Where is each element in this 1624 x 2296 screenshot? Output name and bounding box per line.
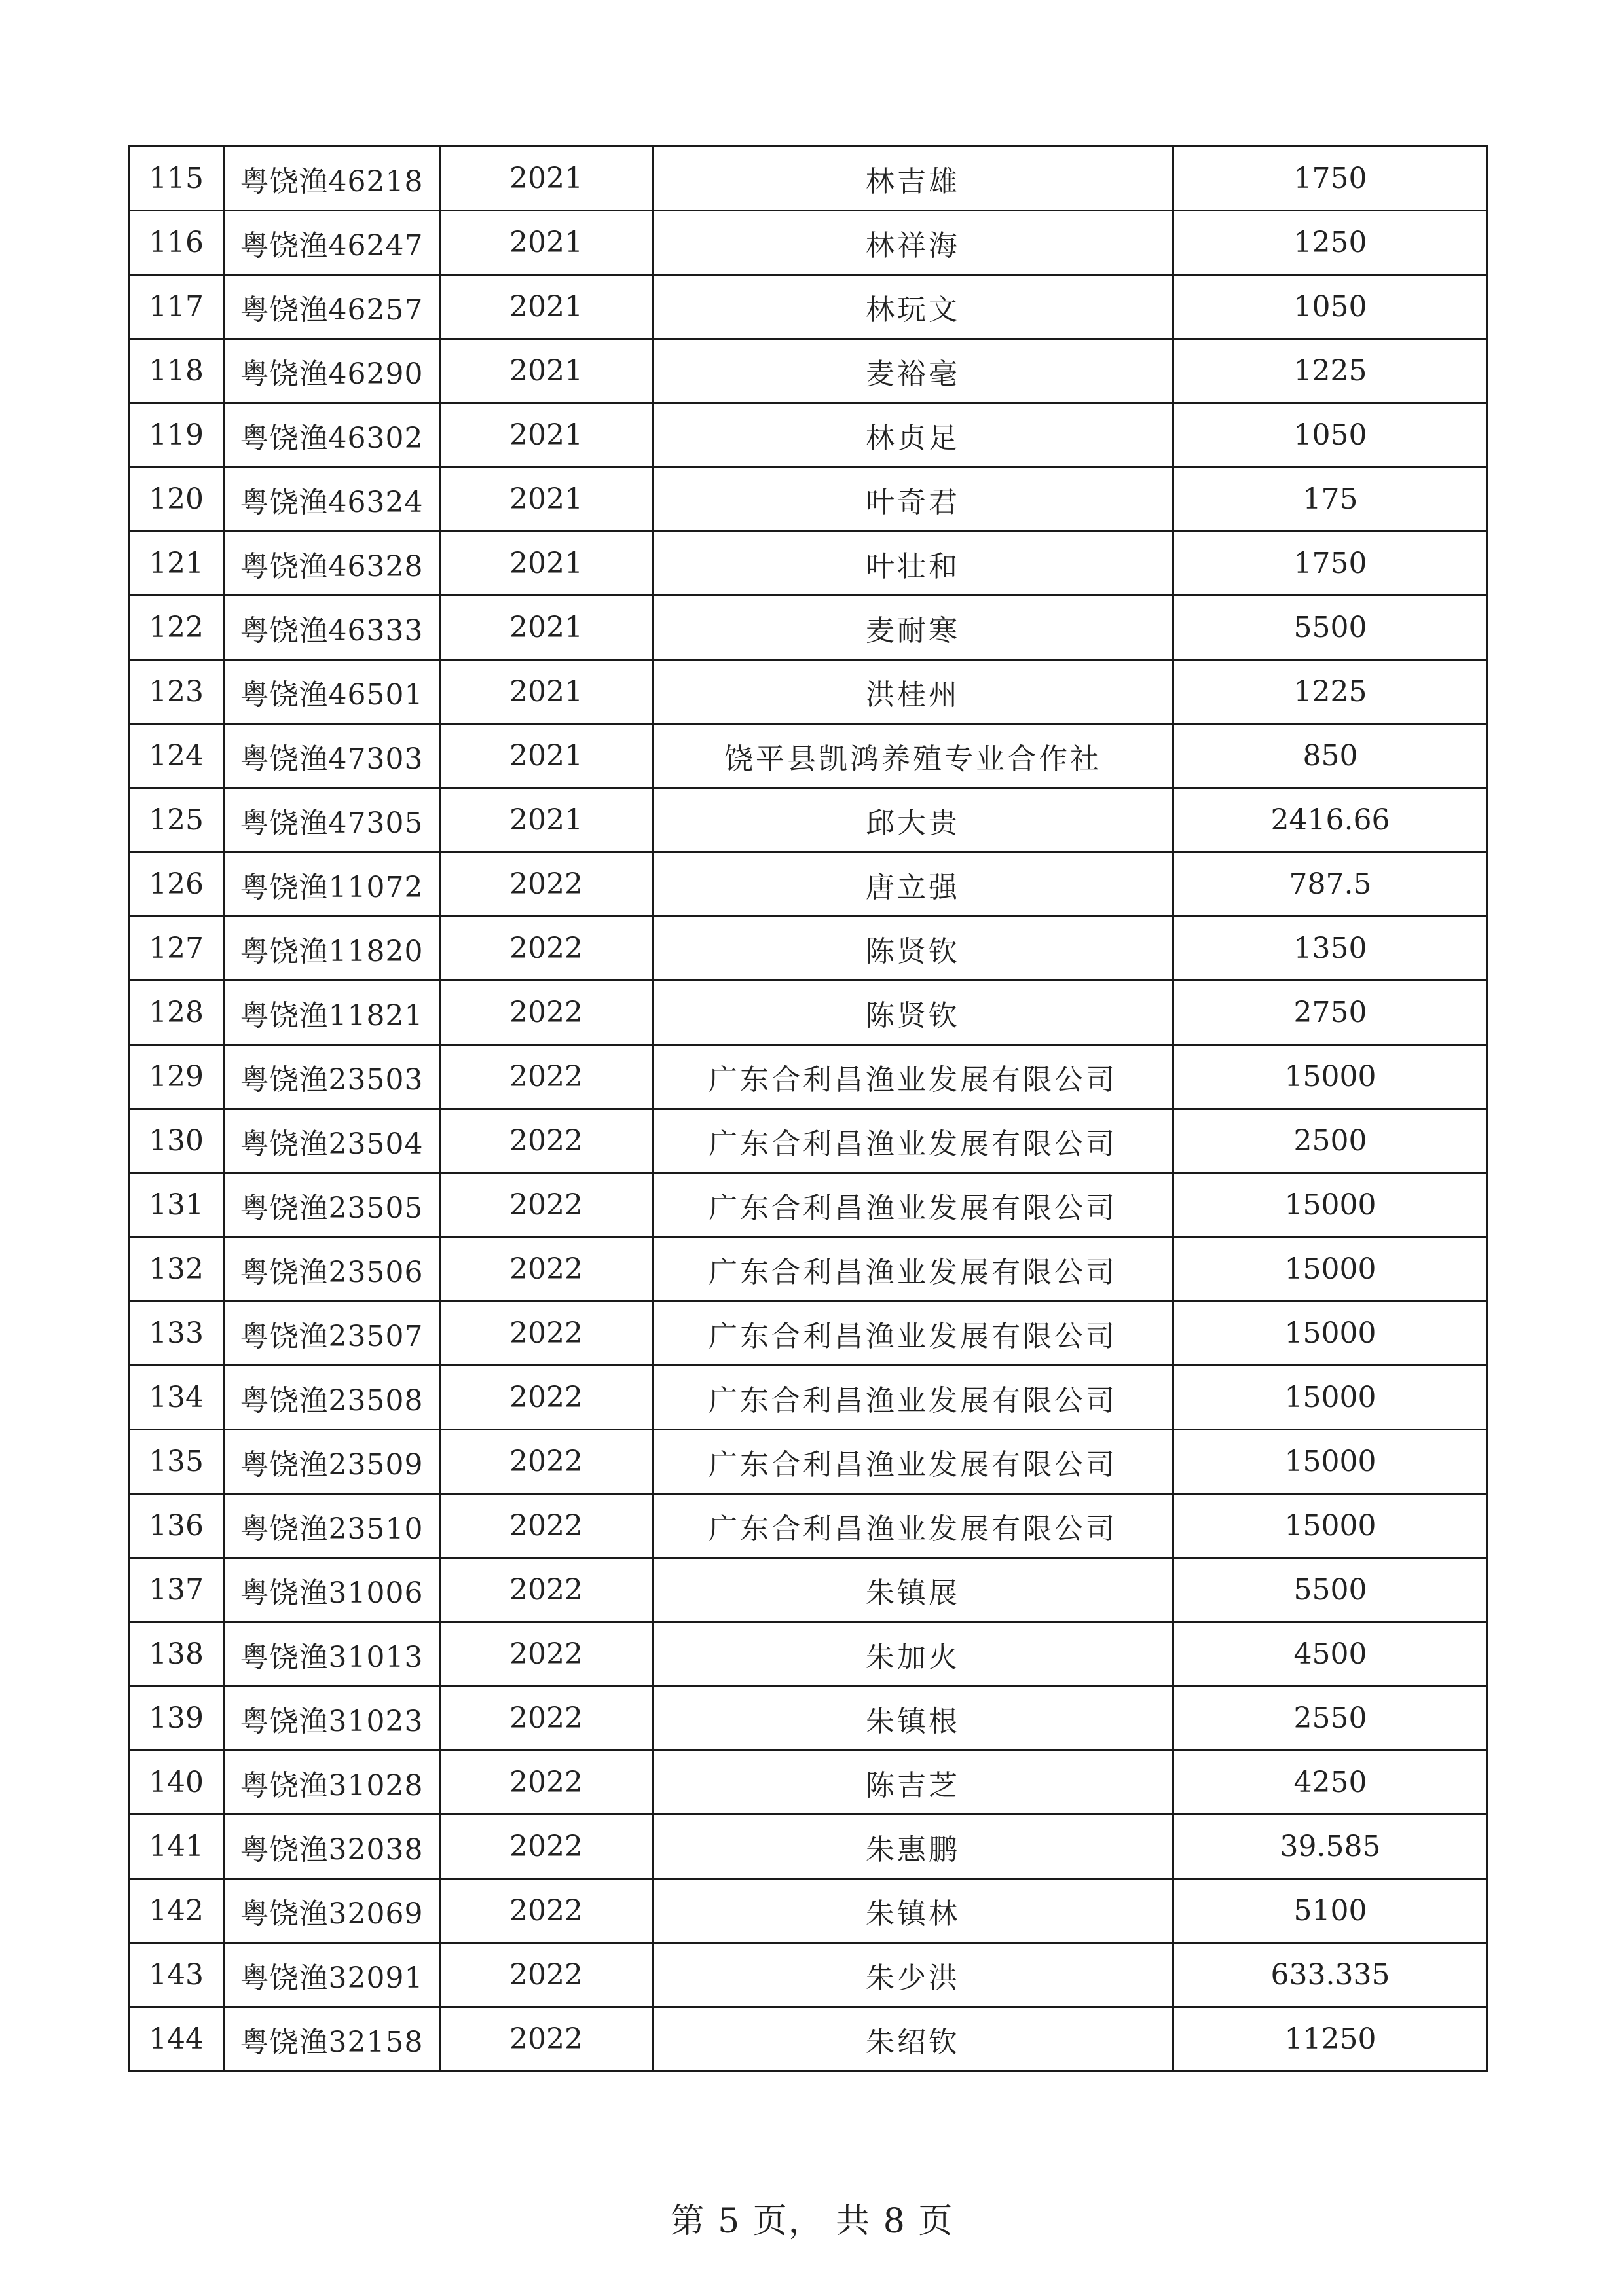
year-cell: 2022: [440, 1302, 653, 1366]
amount-cell: 15000: [1173, 1366, 1488, 1430]
amount-cell: 633.335: [1173, 1943, 1488, 2007]
boat-number-cell: 粤饶渔46218: [224, 147, 440, 211]
row-number-cell: 127: [129, 917, 224, 981]
table-row: [129, 1943, 1488, 2007]
subsidy-table-wrapper: [128, 145, 1486, 2072]
table-row: [129, 1686, 1488, 1751]
table-row: [129, 147, 1488, 211]
owner-name-cell: 朱镇林: [653, 1879, 1173, 1943]
year-cell: 2021: [440, 596, 653, 660]
year-cell: 2022: [440, 1109, 653, 1173]
row-number-cell: 115: [129, 147, 224, 211]
year-cell: 2022: [440, 1751, 653, 1815]
owner-name-cell: 邱大贵: [653, 788, 1173, 852]
row-number-cell: 121: [129, 532, 224, 596]
year-cell: 2022: [440, 1173, 653, 1237]
row-number-cell: 118: [129, 339, 224, 403]
row-number-cell: 136: [129, 1494, 224, 1558]
boat-number-cell: 粤饶渔46501: [224, 660, 440, 724]
owner-name-cell: 朱镇展: [653, 1558, 1173, 1622]
table-row: [129, 852, 1488, 917]
row-number-cell: 141: [129, 1815, 224, 1879]
subsidy-table: [128, 145, 1488, 2072]
owner-name-cell: 广东合利昌渔业发展有限公司: [653, 1494, 1173, 1558]
owner-name-cell: 朱少洪: [653, 1943, 1173, 2007]
table-row: [129, 1558, 1488, 1622]
row-number-cell: 133: [129, 1302, 224, 1366]
row-number-cell: 128: [129, 981, 224, 1045]
boat-number-cell: 粤饶渔32069: [224, 1879, 440, 1943]
year-cell: 2021: [440, 211, 653, 275]
amount-cell: 2550: [1173, 1686, 1488, 1751]
amount-cell: 1050: [1173, 403, 1488, 467]
year-cell: 2022: [440, 852, 653, 917]
row-number-cell: 126: [129, 852, 224, 917]
amount-cell: 15000: [1173, 1430, 1488, 1494]
owner-name-cell: 麦裕毫: [653, 339, 1173, 403]
boat-number-cell: 粤饶渔47303: [224, 724, 440, 788]
year-cell: 2021: [440, 788, 653, 852]
year-cell: 2022: [440, 1430, 653, 1494]
boat-number-cell: 粤饶渔23504: [224, 1109, 440, 1173]
row-number-cell: 139: [129, 1686, 224, 1751]
owner-name-cell: 广东合利昌渔业发展有限公司: [653, 1237, 1173, 1302]
row-number-cell: 124: [129, 724, 224, 788]
row-number-cell: 143: [129, 1943, 224, 2007]
amount-cell: 1750: [1173, 147, 1488, 211]
page-number-footer: 第 5 页， 共 8 页: [670, 2202, 954, 2241]
row-number-cell: 119: [129, 403, 224, 467]
amount-cell: 4500: [1173, 1622, 1488, 1686]
owner-name-cell: 饶平县凯鸿养殖专业合作社: [653, 724, 1173, 788]
owner-name-cell: 广东合利昌渔业发展有限公司: [653, 1302, 1173, 1366]
table-row: [129, 1622, 1488, 1686]
year-cell: 2022: [440, 1494, 653, 1558]
year-cell: 2022: [440, 1237, 653, 1302]
boat-number-cell: 粤饶渔46333: [224, 596, 440, 660]
amount-cell: 2416.66: [1173, 788, 1488, 852]
table-row: [129, 1815, 1488, 1879]
boat-number-cell: 粤饶渔23506: [224, 1237, 440, 1302]
amount-cell: 15000: [1173, 1494, 1488, 1558]
table-row: [129, 467, 1488, 532]
owner-name-cell: 朱惠鹏: [653, 1815, 1173, 1879]
owner-name-cell: 广东合利昌渔业发展有限公司: [653, 1366, 1173, 1430]
table-row: [129, 917, 1488, 981]
row-number-cell: 142: [129, 1879, 224, 1943]
amount-cell: 5100: [1173, 1879, 1488, 1943]
table-row: [129, 2007, 1488, 2071]
amount-cell: 15000: [1173, 1237, 1488, 1302]
year-cell: 2022: [440, 1879, 653, 1943]
owner-name-cell: 林贞足: [653, 403, 1173, 467]
owner-name-cell: 叶壮和: [653, 532, 1173, 596]
owner-name-cell: 朱镇根: [653, 1686, 1173, 1751]
table-row: [129, 211, 1488, 275]
owner-name-cell: 陈吉芝: [653, 1751, 1173, 1815]
amount-cell: 15000: [1173, 1302, 1488, 1366]
amount-cell: 1350: [1173, 917, 1488, 981]
row-number-cell: 131: [129, 1173, 224, 1237]
amount-cell: 850: [1173, 724, 1488, 788]
table-row: [129, 532, 1488, 596]
row-number-cell: 116: [129, 211, 224, 275]
year-cell: 2022: [440, 1622, 653, 1686]
table-row: [129, 1430, 1488, 1494]
year-cell: 2021: [440, 339, 653, 403]
year-cell: 2022: [440, 1815, 653, 1879]
table-body: [129, 147, 1488, 2071]
year-cell: 2022: [440, 1366, 653, 1430]
year-cell: 2022: [440, 1686, 653, 1751]
row-number-cell: 125: [129, 788, 224, 852]
amount-cell: 1225: [1173, 339, 1488, 403]
amount-cell: 4250: [1173, 1751, 1488, 1815]
row-number-cell: 122: [129, 596, 224, 660]
table-row: [129, 1109, 1488, 1173]
year-cell: 2021: [440, 275, 653, 339]
owner-name-cell: 林祥海: [653, 211, 1173, 275]
table-row: [129, 1302, 1488, 1366]
row-number-cell: 138: [129, 1622, 224, 1686]
owner-name-cell: 朱绍钦: [653, 2007, 1173, 2071]
boat-number-cell: 粤饶渔31023: [224, 1686, 440, 1751]
row-number-cell: 140: [129, 1751, 224, 1815]
row-number-cell: 137: [129, 1558, 224, 1622]
table-row: [129, 1045, 1488, 1109]
table-row: [129, 596, 1488, 660]
boat-number-cell: 粤饶渔23509: [224, 1430, 440, 1494]
amount-cell: 2750: [1173, 981, 1488, 1045]
year-cell: 2022: [440, 1558, 653, 1622]
year-cell: 2022: [440, 917, 653, 981]
boat-number-cell: 粤饶渔46324: [224, 467, 440, 532]
table-row: [129, 1366, 1488, 1430]
amount-cell: 1750: [1173, 532, 1488, 596]
boat-number-cell: 粤饶渔11820: [224, 917, 440, 981]
owner-name-cell: 广东合利昌渔业发展有限公司: [653, 1173, 1173, 1237]
year-cell: 2021: [440, 147, 653, 211]
owner-name-cell: 叶奇君: [653, 467, 1173, 532]
boat-number-cell: 粤饶渔23508: [224, 1366, 440, 1430]
boat-number-cell: 粤饶渔46247: [224, 211, 440, 275]
owner-name-cell: 广东合利昌渔业发展有限公司: [653, 1430, 1173, 1494]
row-number-cell: 130: [129, 1109, 224, 1173]
owner-name-cell: 广东合利昌渔业发展有限公司: [653, 1109, 1173, 1173]
row-number-cell: 129: [129, 1045, 224, 1109]
boat-number-cell: 粤饶渔23507: [224, 1302, 440, 1366]
amount-cell: 1050: [1173, 275, 1488, 339]
year-cell: 2022: [440, 1943, 653, 2007]
amount-cell: 5500: [1173, 1558, 1488, 1622]
year-cell: 2022: [440, 2007, 653, 2071]
amount-cell: 15000: [1173, 1045, 1488, 1109]
amount-cell: 11250: [1173, 2007, 1488, 2071]
boat-number-cell: 粤饶渔23505: [224, 1173, 440, 1237]
amount-cell: 15000: [1173, 1173, 1488, 1237]
table-row: [129, 1237, 1488, 1302]
amount-cell: 787.5: [1173, 852, 1488, 917]
owner-name-cell: 唐立强: [653, 852, 1173, 917]
boat-number-cell: 粤饶渔47305: [224, 788, 440, 852]
amount-cell: 2500: [1173, 1109, 1488, 1173]
year-cell: 2021: [440, 532, 653, 596]
boat-number-cell: 粤饶渔46290: [224, 339, 440, 403]
row-number-cell: 134: [129, 1366, 224, 1430]
owner-name-cell: 广东合利昌渔业发展有限公司: [653, 1045, 1173, 1109]
table-row: [129, 403, 1488, 467]
table-row: [129, 339, 1488, 403]
boat-number-cell: 粤饶渔31028: [224, 1751, 440, 1815]
year-cell: 2022: [440, 981, 653, 1045]
year-cell: 2021: [440, 660, 653, 724]
boat-number-cell: 粤饶渔23510: [224, 1494, 440, 1558]
row-number-cell: 132: [129, 1237, 224, 1302]
table-row: [129, 1879, 1488, 1943]
boat-number-cell: 粤饶渔46302: [224, 403, 440, 467]
table-row: [129, 660, 1488, 724]
amount-cell: 39.585: [1173, 1815, 1488, 1879]
boat-number-cell: 粤饶渔32091: [224, 1943, 440, 2007]
table-row: [129, 724, 1488, 788]
year-cell: 2021: [440, 467, 653, 532]
boat-number-cell: 粤饶渔31013: [224, 1622, 440, 1686]
year-cell: 2022: [440, 1045, 653, 1109]
table-row: [129, 275, 1488, 339]
row-number-cell: 144: [129, 2007, 224, 2071]
row-number-cell: 135: [129, 1430, 224, 1494]
boat-number-cell: 粤饶渔31006: [224, 1558, 440, 1622]
owner-name-cell: 林吉雄: [653, 147, 1173, 211]
boat-number-cell: 粤饶渔32038: [224, 1815, 440, 1879]
boat-number-cell: 粤饶渔46328: [224, 532, 440, 596]
owner-name-cell: 朱加火: [653, 1622, 1173, 1686]
year-cell: 2021: [440, 403, 653, 467]
boat-number-cell: 粤饶渔46257: [224, 275, 440, 339]
row-number-cell: 123: [129, 660, 224, 724]
owner-name-cell: 麦耐寒: [653, 596, 1173, 660]
table-row: [129, 1173, 1488, 1237]
table-row: [129, 1494, 1488, 1558]
boat-number-cell: 粤饶渔11072: [224, 852, 440, 917]
table-row: [129, 788, 1488, 852]
owner-name-cell: 陈贤钦: [653, 917, 1173, 981]
amount-cell: 1225: [1173, 660, 1488, 724]
amount-cell: 175: [1173, 467, 1488, 532]
owner-name-cell: 洪桂州: [653, 660, 1173, 724]
year-cell: 2021: [440, 724, 653, 788]
table-row: [129, 981, 1488, 1045]
owner-name-cell: 陈贤钦: [653, 981, 1173, 1045]
amount-cell: 5500: [1173, 596, 1488, 660]
owner-name-cell: 林玩文: [653, 275, 1173, 339]
boat-number-cell: 粤饶渔32158: [224, 2007, 440, 2071]
boat-number-cell: 粤饶渔23503: [224, 1045, 440, 1109]
table-row: [129, 1751, 1488, 1815]
row-number-cell: 120: [129, 467, 224, 532]
boat-number-cell: 粤饶渔11821: [224, 981, 440, 1045]
amount-cell: 1250: [1173, 211, 1488, 275]
row-number-cell: 117: [129, 275, 224, 339]
